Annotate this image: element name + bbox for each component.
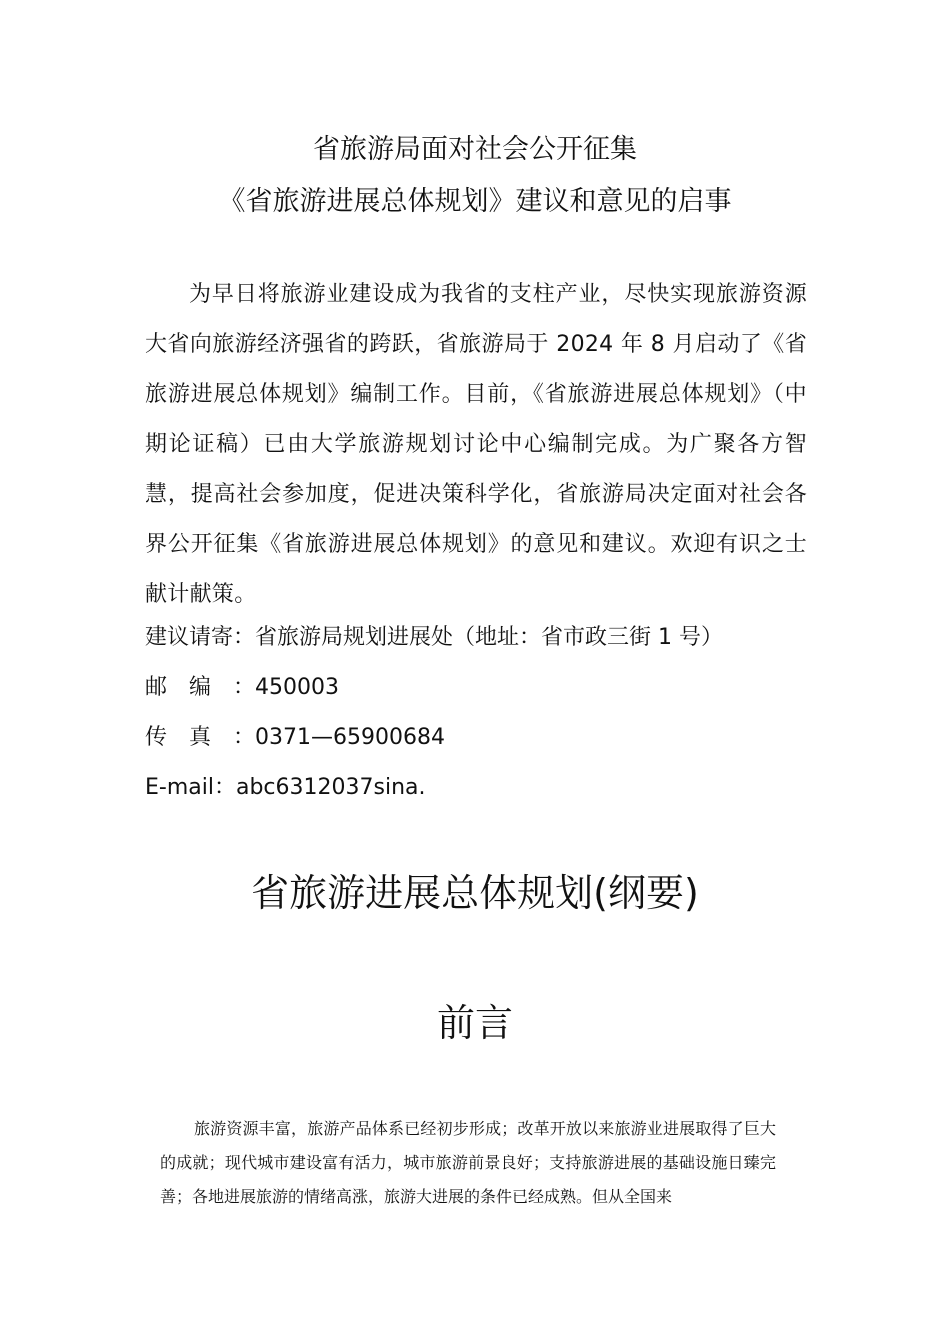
preface-heading: 前言 [436, 1001, 513, 1045]
postcode-label: 邮编 [145, 675, 234, 700]
plan-title: 省旅游进展总体规划(纲要) [251, 871, 699, 915]
address-label: 建议请寄： [145, 625, 256, 650]
fax-value: 0371—65900684 [255, 725, 445, 750]
email-value: abc6312037sina. [235, 775, 426, 800]
contact-fax [145, 723, 445, 753]
notice-title-line-2: 《省旅游进展总体规划》建议和意见的启事 [218, 186, 732, 217]
notice-body-paragraph: 为早日将旅游业建设成为我省的支柱产业，尽快实现旅游资源大省向旅游经济强省的跨跃，省旅游局于 2024 年 8 月启动了《省旅游进展总体规划》编制工作。目前，《省旅游进展总体规划》（中期论证稿）已由大学旅游规划讨论中心编制完成。为广聚各方智慧，提高社会参加度，促进决策科学化，省旅游局决定面对社会各界公开征集《省旅游进展总体规划》的意见和建议。欢迎有识之士献计献策。 [145, 282, 807, 607]
notice-title-line-1: 省旅游局面对社会公开征集 [313, 134, 637, 165]
address-value: 省旅游局规划进展处（地址：省市政三街 1 号） [255, 625, 724, 650]
postcode-colon: ： [233, 675, 256, 700]
fax-label: 传真 [145, 725, 234, 750]
email-label: E-mail： [145, 775, 236, 800]
contact-address [145, 623, 723, 653]
preface-paragraph: 旅游资源丰富，旅游产品体系已经初步形成；改革开放以来旅游业进展取得了巨大的成就；现代城市建设富有活力，城市旅游前景良好；支持旅游进展的基础设施日臻完善；各地进展旅游的情绪高涨，旅游大进展的条件已经成熟。但从全国来 [160, 1119, 776, 1206]
postcode-value: 450003 [255, 675, 340, 700]
fax-colon: ： [233, 725, 256, 750]
contact-postcode [145, 673, 339, 703]
contact-email [145, 773, 426, 803]
